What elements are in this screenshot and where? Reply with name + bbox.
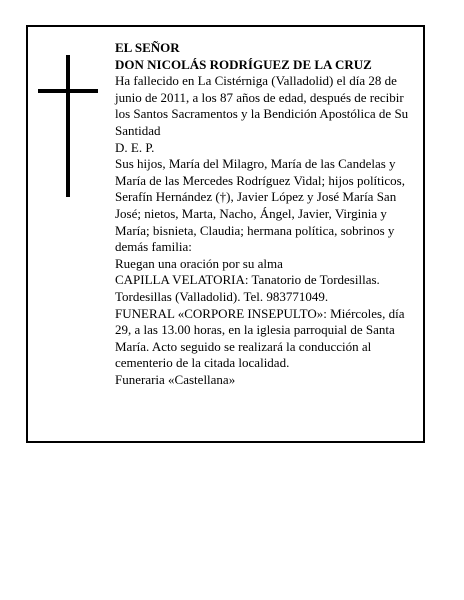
obituary-text	[115, 40, 418, 388]
obituary-notice	[26, 25, 425, 443]
death-announcement: Ha fallecido en La Cistérniga (Valladolid) el día 28 de junio de 2011, a los 87 años de edad, después de recibir los Santos Sacramentos y la Bendición Apostólica de Su Santidad	[115, 73, 409, 138]
cross-vertical-bar	[66, 55, 70, 197]
dep-text: D. E. P.	[115, 139, 155, 155]
chapel-info: CAPILLA VELATORIA: Tanatorio de Tordesillas. Tordesillas (Valladolid). Tel. 983771049.	[115, 272, 380, 304]
family-list: Sus hijos, María del Milagro, María de las Candelas y María de las Mercedes Rodríguez Vidal; hijos políticos, Serafín Hernández (†), Javier López y José María San José; nietos, Marta, Nacho, Ángel, Javier, Virginia y María; bisnieta, Claudia; hermana política, sobrinos y demás familia:	[115, 156, 405, 255]
funeral-home: Funeraria «Castellana»	[115, 371, 236, 387]
prayer-request: Ruegan una oración por su alma	[115, 255, 283, 271]
cross-horizontal-bar	[38, 89, 98, 93]
deceased-title: EL SEÑOR	[115, 40, 180, 55]
deceased-name: DON NICOLÁS RODRÍGUEZ DE LA CRUZ	[115, 56, 372, 72]
funeral-info: FUNERAL «CORPORE INSEPULTO»: Miércoles, día 29, a las 13.00 horas, en la iglesia parroquial de Santa María. Acto seguido se realizará la conducción al cementerio de la citada localidad.	[115, 305, 405, 371]
cross-icon	[38, 55, 98, 197]
